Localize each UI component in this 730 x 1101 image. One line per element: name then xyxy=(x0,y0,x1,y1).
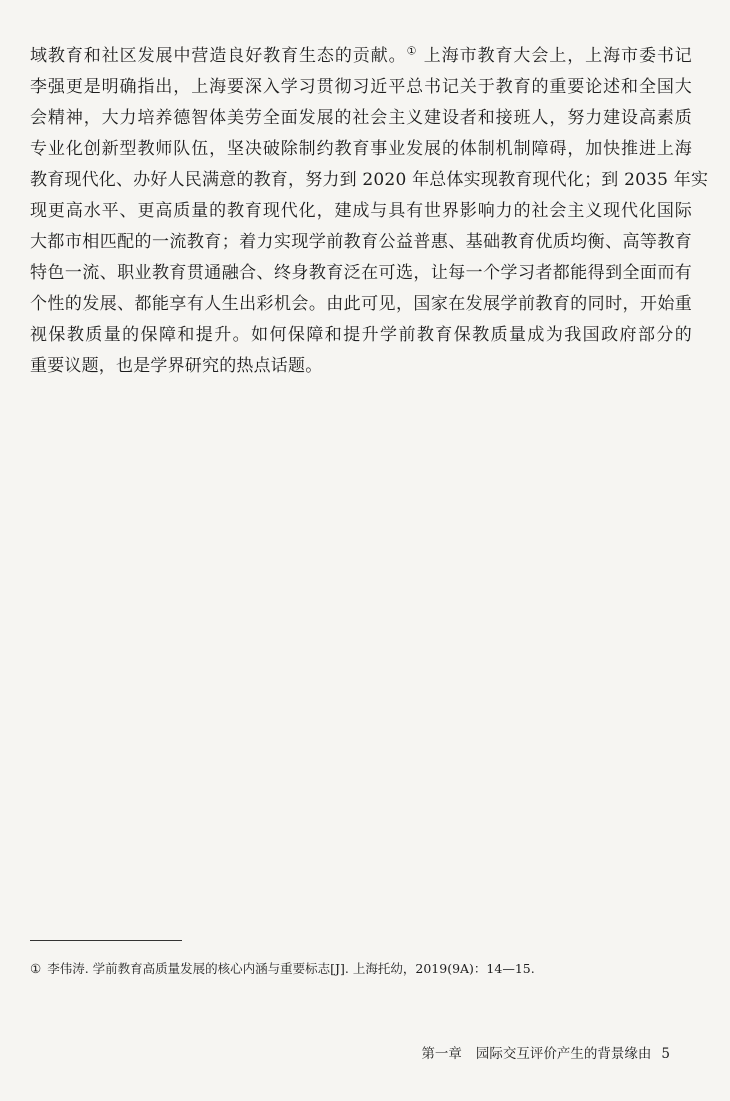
body-line-9: 个性的发展、都能享有人生出彩机会。由此可见，国家在发展学前教育的同时，开始重 xyxy=(30,294,692,314)
footnote-marker: ① xyxy=(30,961,42,976)
footer-chapter: 第一章 xyxy=(421,1046,462,1062)
body-line-1-text: 域教育和社区发展中营造良好教育生态的贡献。 xyxy=(30,46,407,66)
body-line-1-tail: 上海市教育大会上，上海市委书记 xyxy=(417,46,693,66)
footnote-divider xyxy=(30,940,182,941)
footnote xyxy=(30,960,670,978)
body-line-11: 重要议题，也是学界研究的热点话题。 xyxy=(30,356,323,376)
body-line-4: 专业化创新型教师队伍，坚决破除制约教育事业发展的体制机制障碍，加快推进上海 xyxy=(30,139,692,159)
footnote-reference[interactable]: ① xyxy=(406,44,418,58)
footnote-text: 李伟涛. 学前教育高质量发展的核心内涵与重要标志[J]. 上海托幼，2019(9A)：14—15. xyxy=(47,961,535,976)
body-line-6: 现更高水平、更高质量的教育现代化，建成与具有世界影响力的社会主义现代化国际 xyxy=(30,201,692,221)
running-footer xyxy=(421,1042,670,1062)
body-line-3: 会精神，大力培养德智体美劳全面发展的社会主义建设者和接班人，努力建设高素质 xyxy=(30,108,692,128)
body-line-10: 视保教质量的保障和提升。如何保障和提升学前教育保教质量成为我国政府部分的 xyxy=(30,325,692,345)
body-line-8: 特色一流、职业教育贯通融合、终身教育泛在可选，让每一个学习者都能得到全面而有 xyxy=(30,263,692,283)
body-line-5: 教育现代化、办好人民满意的教育，努力到 2020 年总体实现教育现代化；到 2035 年实 xyxy=(30,170,709,190)
body-paragraph xyxy=(30,41,709,382)
footer-title: 园际交互评价产生的背景缘由 xyxy=(475,1046,652,1062)
body-line-7: 大都市相匹配的一流教育；着力实现学前教育公益普惠、基础教育优质均衡、高等教育 xyxy=(30,232,692,252)
body-line-1 xyxy=(30,41,692,72)
body-line-2: 李强更是明确指出，上海要深入学习贯彻习近平总书记关于教育的重要论述和全国大 xyxy=(30,77,692,97)
page-number: 5 xyxy=(661,1046,670,1062)
